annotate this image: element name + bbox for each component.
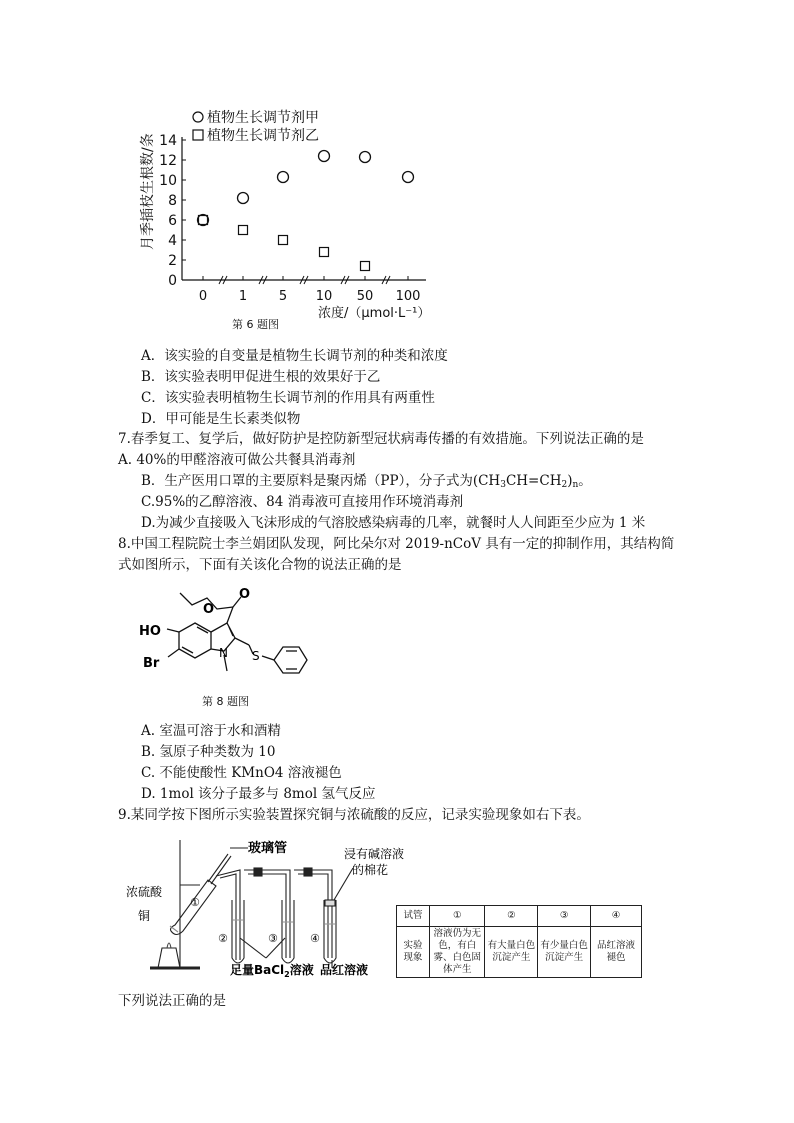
nitrogen-label: N (219, 646, 228, 660)
table-cell: 有少量白色沉淀产生 (538, 927, 591, 978)
legend-label: 植物生长调节剂乙 (207, 128, 319, 144)
q7-option-a: A. 40%的甲醛溶液可做公共餐具消毒剂 (118, 452, 356, 468)
data-point-circle (360, 152, 371, 163)
data-point-square (239, 226, 248, 235)
q6-option-a: A．该实验的自变量是植物生长调节剂的种类和浓度 (141, 348, 448, 364)
q6-option-d: D．甲可能是生长素类似物 (141, 411, 301, 427)
bacl2-label (230, 962, 314, 979)
data-point-circle (278, 172, 289, 183)
x-tick-label: 1 (238, 289, 248, 304)
y-tick-label: 8 (168, 193, 177, 209)
alkali-cotton-label-line1: 浸有碱溶液 (344, 847, 405, 861)
y-tick-label: 2 (168, 253, 177, 269)
table-row (397, 927, 642, 978)
q8-arbidol-structure (135, 585, 335, 685)
q7-b-sub3: n (572, 480, 579, 490)
y-axis-label: 月季插枝生根数/条 (140, 133, 156, 250)
y-tick-label: 0 (168, 273, 177, 289)
q7-b-sub1: 3 (500, 480, 506, 490)
pinred-solution-label: 品红溶液 (320, 963, 369, 977)
q8-option-b: B. 氢原子种类数为 10 (141, 744, 276, 760)
q8-figure-caption: 第 8 题图 (202, 695, 249, 708)
data-point-square (199, 216, 208, 225)
x-tick-label: 50 (356, 289, 374, 304)
tube-1-label: ① (190, 896, 200, 909)
q7-b-text: B．生产医用口罩的主要原料是聚丙烯（PP），分子式为(CH (141, 473, 501, 489)
q7-b-mid: CH=CH (505, 473, 562, 489)
q6-figure-caption: 第 6 题图 (232, 318, 279, 331)
table-cell: 有大量白色沉淀产生 (485, 927, 538, 978)
q9-tail: 下列说法正确的是 (118, 993, 226, 1009)
x-tick-label: 100 (395, 289, 421, 304)
q7-option-d: D.为减少直接吸入飞沫形成的气溶胶感染病毒的几率，就餐时人人间距至少应为 1 米 (141, 515, 646, 531)
tube-3-label: ③ (268, 932, 278, 945)
q6-option-b: B．该实验表明甲促进生根的效果好于乙 (141, 369, 381, 385)
q7-option-c: C.95%的乙醇溶液、84 消毒液可直接用作环境消毒剂 (141, 494, 464, 510)
q8-stem-line2: 式如图所示，下面有关该化合物的说法正确的是 (118, 557, 402, 573)
conc-sulfuric-acid-label: 浓硫酸 (126, 885, 163, 899)
bacl2-suffix: 溶液 (289, 963, 314, 977)
carbonyl-oxygen-label: O (239, 587, 251, 602)
table-header-cell: 试管 (397, 906, 430, 927)
y-tick-label: 4 (168, 233, 177, 249)
legend-label: 植物生长调节剂甲 (207, 110, 319, 126)
y-tick-label: 10 (159, 173, 177, 189)
q9-apparatus-diagram (120, 830, 405, 980)
q7-stem: 7.春季复工、复学后，做好防护是控防新型冠状病毒传播的有效措施。下列说法正确的是 (118, 431, 644, 447)
table-header-cell: ① (429, 906, 485, 927)
alkali-cotton-label-line2: 的棉花 (352, 863, 389, 877)
table-cell: 品红溶液褪色 (591, 927, 642, 978)
legend-circle-marker (193, 112, 203, 122)
q9-stem: 9.某同学按下图所示实验装置探究铜与浓硫酸的反应，记录实验现象如右下表。 (118, 807, 590, 823)
q7-b-close: ) (567, 473, 573, 489)
q6-scatter-chart (130, 105, 431, 321)
y-tick-label: 6 (168, 213, 177, 229)
data-point-square (361, 262, 370, 271)
data-point-circle (403, 172, 414, 183)
q8-option-d: D. 1mol 该分子最多与 8mol 氢气反应 (141, 786, 376, 802)
q8-stem-line1: 8.中国工程院院士李兰娟团队发现，阿比朵尔对 2019-nCoV 具有一定的抑制作用，其结构简 (118, 536, 675, 552)
x-axis-label: 浓度/（μmol·L⁻¹） (318, 306, 431, 321)
q7-b-end: 。 (578, 473, 592, 489)
data-point-circle (238, 193, 249, 204)
x-tick-label: 5 (278, 289, 288, 304)
data-point-circle (198, 215, 209, 226)
glass-tube-label: 玻璃管 (248, 841, 288, 856)
bromo-label: Br (143, 656, 160, 671)
ester-oxygen-label: O (203, 602, 215, 617)
x-tick-label: 10 (315, 289, 333, 304)
q6-option-c: C．该实验表明植物生长调节剂的作用具有两重性 (141, 390, 435, 406)
data-point-circle (319, 151, 330, 162)
legend-square-marker (193, 130, 203, 140)
hydroxy-label: HO (139, 624, 161, 639)
tube-2-label: ② (218, 932, 228, 945)
table-header-row (397, 906, 642, 927)
q8-option-a: A. 室温可溶于水和酒精 (141, 723, 281, 739)
y-tick-label: 14 (159, 133, 177, 149)
bacl2-subscript: 2 (284, 970, 290, 979)
table-header-cell: ③ (538, 906, 591, 927)
table-header-cell: ④ (591, 906, 642, 927)
y-tick-label: 12 (159, 153, 177, 169)
data-point-square (279, 236, 288, 245)
bacl2-label-text: 足量BaCl (230, 963, 285, 977)
q8-option-c: C. 不能使酸性 KMnO4 溶液褪色 (141, 765, 342, 781)
table-header-cell: ② (485, 906, 538, 927)
q7-b-sub2: 2 (561, 480, 568, 490)
data-point-square (320, 248, 329, 257)
table-row-label: 实验现象 (397, 927, 430, 978)
x-tick-label: 0 (198, 289, 208, 304)
tube-4-label: ④ (310, 932, 320, 945)
table-cell: 溶液仍为无色，有白雾、白色固体产生 (429, 927, 485, 978)
q9-observation-table (396, 905, 642, 978)
sulfur-label: S (252, 649, 260, 663)
copper-label: 铜 (138, 909, 151, 923)
q7-option-b (141, 472, 592, 494)
